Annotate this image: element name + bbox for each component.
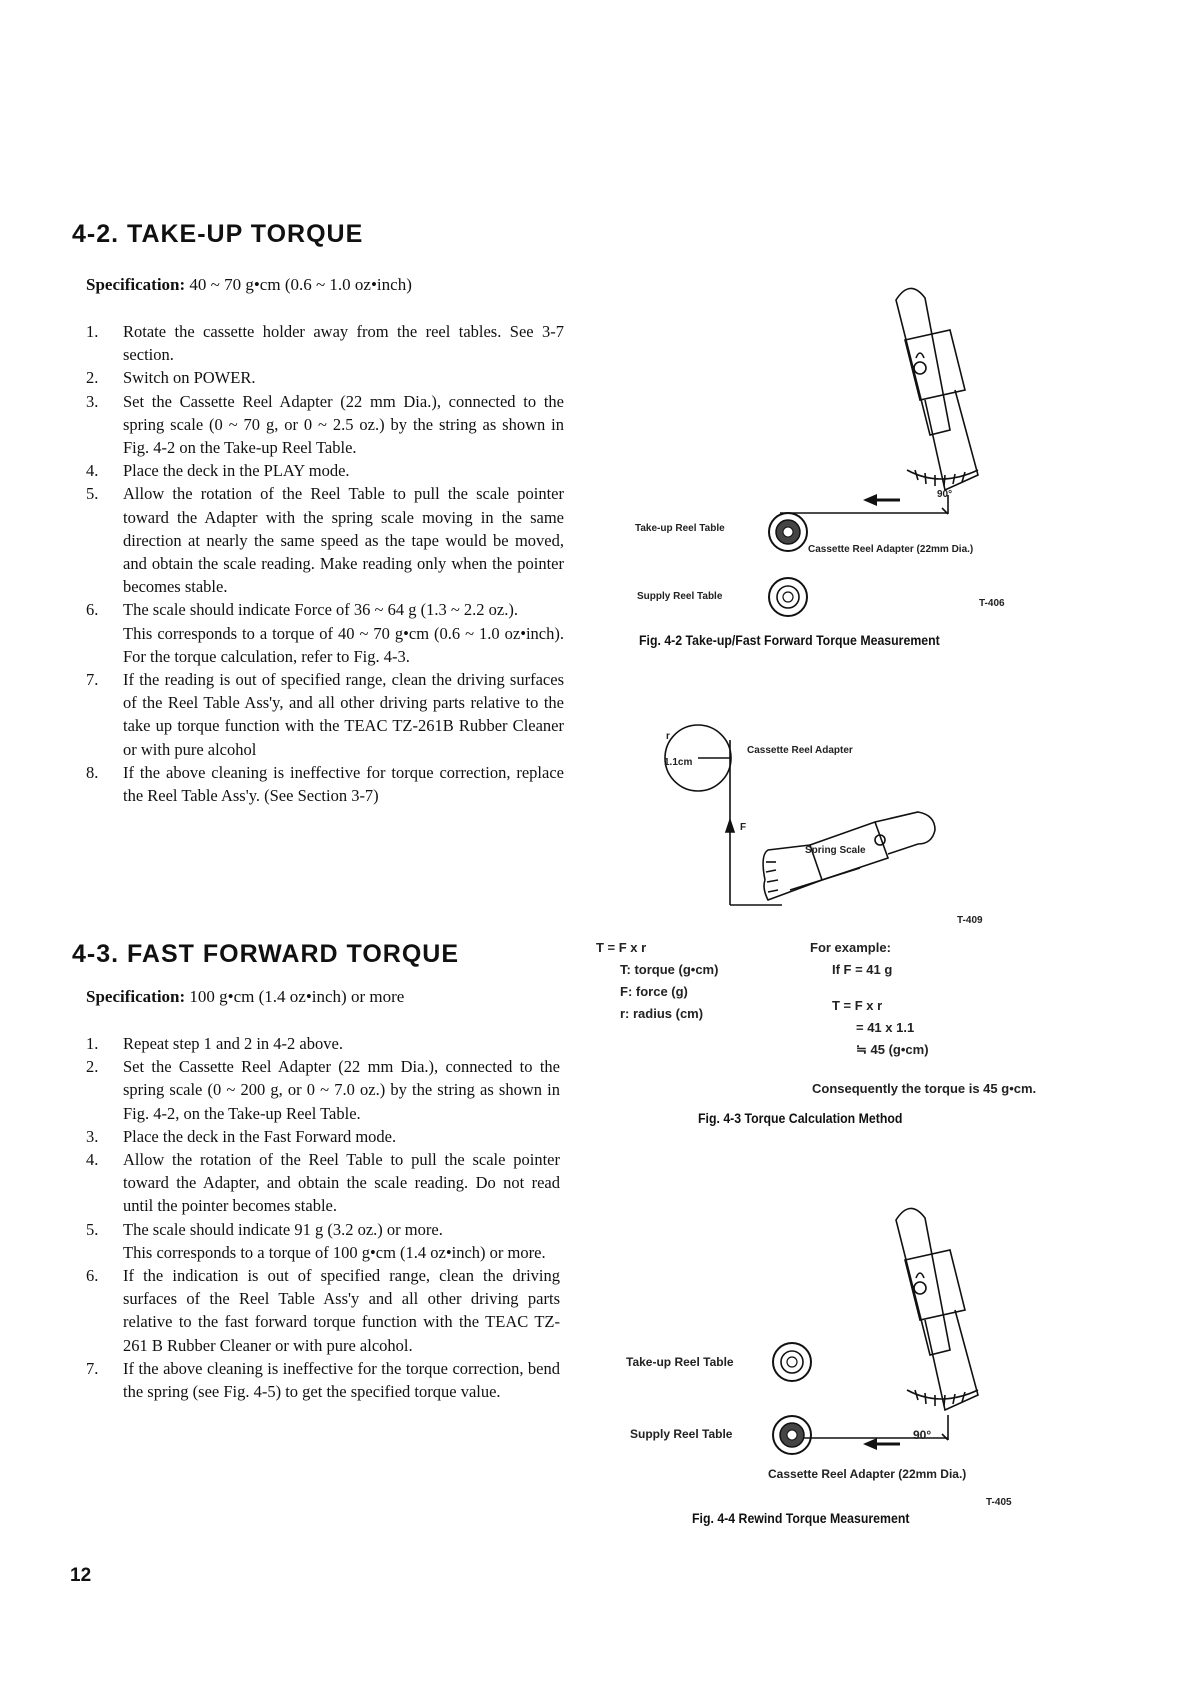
supply-reel-icon — [769, 578, 807, 616]
example-if: If F = 41 g — [832, 962, 893, 977]
def-r: r: radius (cm) — [620, 1006, 704, 1021]
list-item: 5. Allow the rotation of the Reel Table to pull the scale pointer toward the Adapter with the spring scale moving in the same direction at nearly the same speed as the tape would be moved, and obtain the scale reading. Make reading only when the pointer becomes stable. — [86, 484, 564, 597]
fig43-r-label: r — [666, 731, 670, 742]
fig44-caption: Fig. 4-4 Rewind Torque Measurement — [692, 1510, 910, 1526]
fig43-conclusion: Consequently the torque is 45 g•cm. — [812, 1081, 1037, 1096]
fig43-scale-label: Spring Scale — [805, 845, 866, 856]
fig44-supply-label: Supply Reel Table — [630, 1427, 733, 1441]
list-item: 8. If the above cleaning is ineffective for torque correction, replace the Reel Table Ass'y. (See Section 3-7) — [86, 762, 564, 806]
section-4-3-steps — [86, 1032, 560, 1403]
fig42-supply-label: Supply Reel Table — [637, 591, 723, 602]
takeup-reel-icon — [773, 1343, 811, 1381]
def-t: T: torque (g•cm) — [620, 962, 719, 977]
list-item: 6. The scale should indicate Force of 36 ~ 64 g (1.3 ~ 2.2 oz.). This corresponds to a torque of 40 ~ 70 g•cm (0.6 ~ 1.0 oz•inch). For the torque calculation, refer to Fig. 4-3. — [86, 600, 564, 666]
list-item: 7. If the above cleaning is ineffective for the torque correction, bend the spring (see Fig. 4-5) to get the specified torque value. — [86, 1358, 560, 1402]
fig42-takeup-label: Take-up Reel Table — [635, 523, 725, 534]
list-item: 1. Rotate the cassette holder away from the reel tables. See 3-7 section. — [86, 322, 564, 365]
spring-scale-icon — [763, 812, 935, 900]
list-item: 3. Place the deck in the Fast Forward mode. — [86, 1126, 397, 1146]
fig43-definitions — [596, 937, 718, 1025]
fig42-code: T-406 — [979, 598, 1005, 609]
takeup-reel-icon — [769, 513, 807, 551]
fig44-adapter-label: Cassette Reel Adapter (22mm Dia.) — [768, 1467, 967, 1481]
list-item: 3. Set the Cassette Reel Adapter (22 mm Dia.), connected to the spring scale (0 ~ 70 g, or 0 ~ 2.5 oz.) by the string as shown in Fig. 4-2 on the Take-up Reel Table. — [86, 391, 564, 458]
arrow-left-icon — [863, 494, 900, 506]
section-4-3-spec — [86, 987, 404, 1007]
fig43-f-label: F — [740, 822, 747, 833]
fig43-adapter-label: Cassette Reel Adapter — [747, 745, 853, 756]
eq-1: T = F x r — [832, 998, 883, 1013]
page-number: 12 — [70, 1565, 92, 1586]
spring-scale-icon — [896, 288, 978, 514]
list-item: 7. If the reading is out of specified range, clean the driving surfaces of the Reel Table Ass'y, and all other driving parts relative to the take up torque function with the TEAC TZ-261B Rubber Cleaner or with pure alcohol — [86, 670, 564, 759]
fig-4-4-diagram — [620, 1190, 1060, 1490]
fig42-adapter-label: Cassette Reel Adapter (22mm Dia.) — [808, 544, 974, 555]
list-item: 6. If the indication is out of specified range, clean the driving surfaces of the Reel Table Ass'y and all other driving parts relative to the fast forward torque function with the TEAC TZ-261 B Rubber Cleaner or with pure alcohol. — [86, 1266, 560, 1355]
eq-2: = 41 x 1.1 — [856, 1020, 915, 1035]
fig44-takeup-label: Take-up Reel Table — [626, 1355, 734, 1369]
list-item: 4. Place the deck in the PLAY mode. — [86, 461, 350, 481]
spec-value: 100 g•cm (1.4 oz•inch) or more — [185, 987, 405, 1006]
spec-label: Specification: — [86, 275, 186, 294]
list-item: 4. Allow the rotation of the Reel Table to pull the scale pointer toward the Adapter, and obtain the scale reading. Do not read until the pointer becomes stable. — [86, 1150, 560, 1216]
arrow-left-icon — [863, 1438, 900, 1450]
fig43-caption: Fig. 4-3 Torque Calculation Method — [698, 1110, 903, 1126]
section-4-3-title: 4-3. FAST FORWARD TORQUE — [72, 940, 460, 968]
eq-3: ≒ 45 (g•cm) — [856, 1042, 929, 1057]
list-item: 2. Set the Cassette Reel Adapter (22 mm Dia.), connected to the spring scale (0 ~ 200 g, or 0 ~ 7.0 oz.) by the string as shown in Fig. 4-2, on the Take-up Reel Table. — [86, 1057, 560, 1123]
def-f: F: force (g) — [620, 984, 688, 999]
formula: T = F x r — [596, 940, 647, 955]
fig42-angle: 90° — [937, 489, 953, 500]
fig42-caption: Fig. 4-2 Take-up/Fast Forward Torque Measurement — [639, 632, 940, 648]
spec-value: 40 ~ 70 g•cm (0.6 ~ 1.0 oz•inch) — [185, 275, 412, 294]
fig44-code: T-405 — [986, 1497, 1012, 1508]
supply-reel-icon — [773, 1416, 811, 1454]
fig43-example — [810, 937, 929, 1061]
spring-scale-icon — [896, 1208, 978, 1440]
section-4-2-title: 4-2. TAKE-UP TORQUE — [72, 220, 364, 248]
list-item: 5. The scale should indicate 91 g (3.2 oz.) or more. This corresponds to a torque of 100 g•cm (1.4 oz•inch) or more. — [86, 1219, 546, 1262]
fig43-radius-label: 1.1cm — [664, 757, 693, 768]
spec-label: Specification: — [86, 987, 186, 1006]
fig44-angle: 90° — [913, 1428, 932, 1442]
section-4-2-steps — [86, 320, 564, 807]
section-4-2-spec — [86, 275, 412, 295]
list-item: 1. Repeat step 1 and 2 in 4-2 above. — [86, 1034, 343, 1053]
fig43-code: T-409 — [957, 915, 983, 926]
example-title: For example: — [810, 940, 891, 955]
list-item: 2. Switch on POWER. — [86, 368, 256, 388]
